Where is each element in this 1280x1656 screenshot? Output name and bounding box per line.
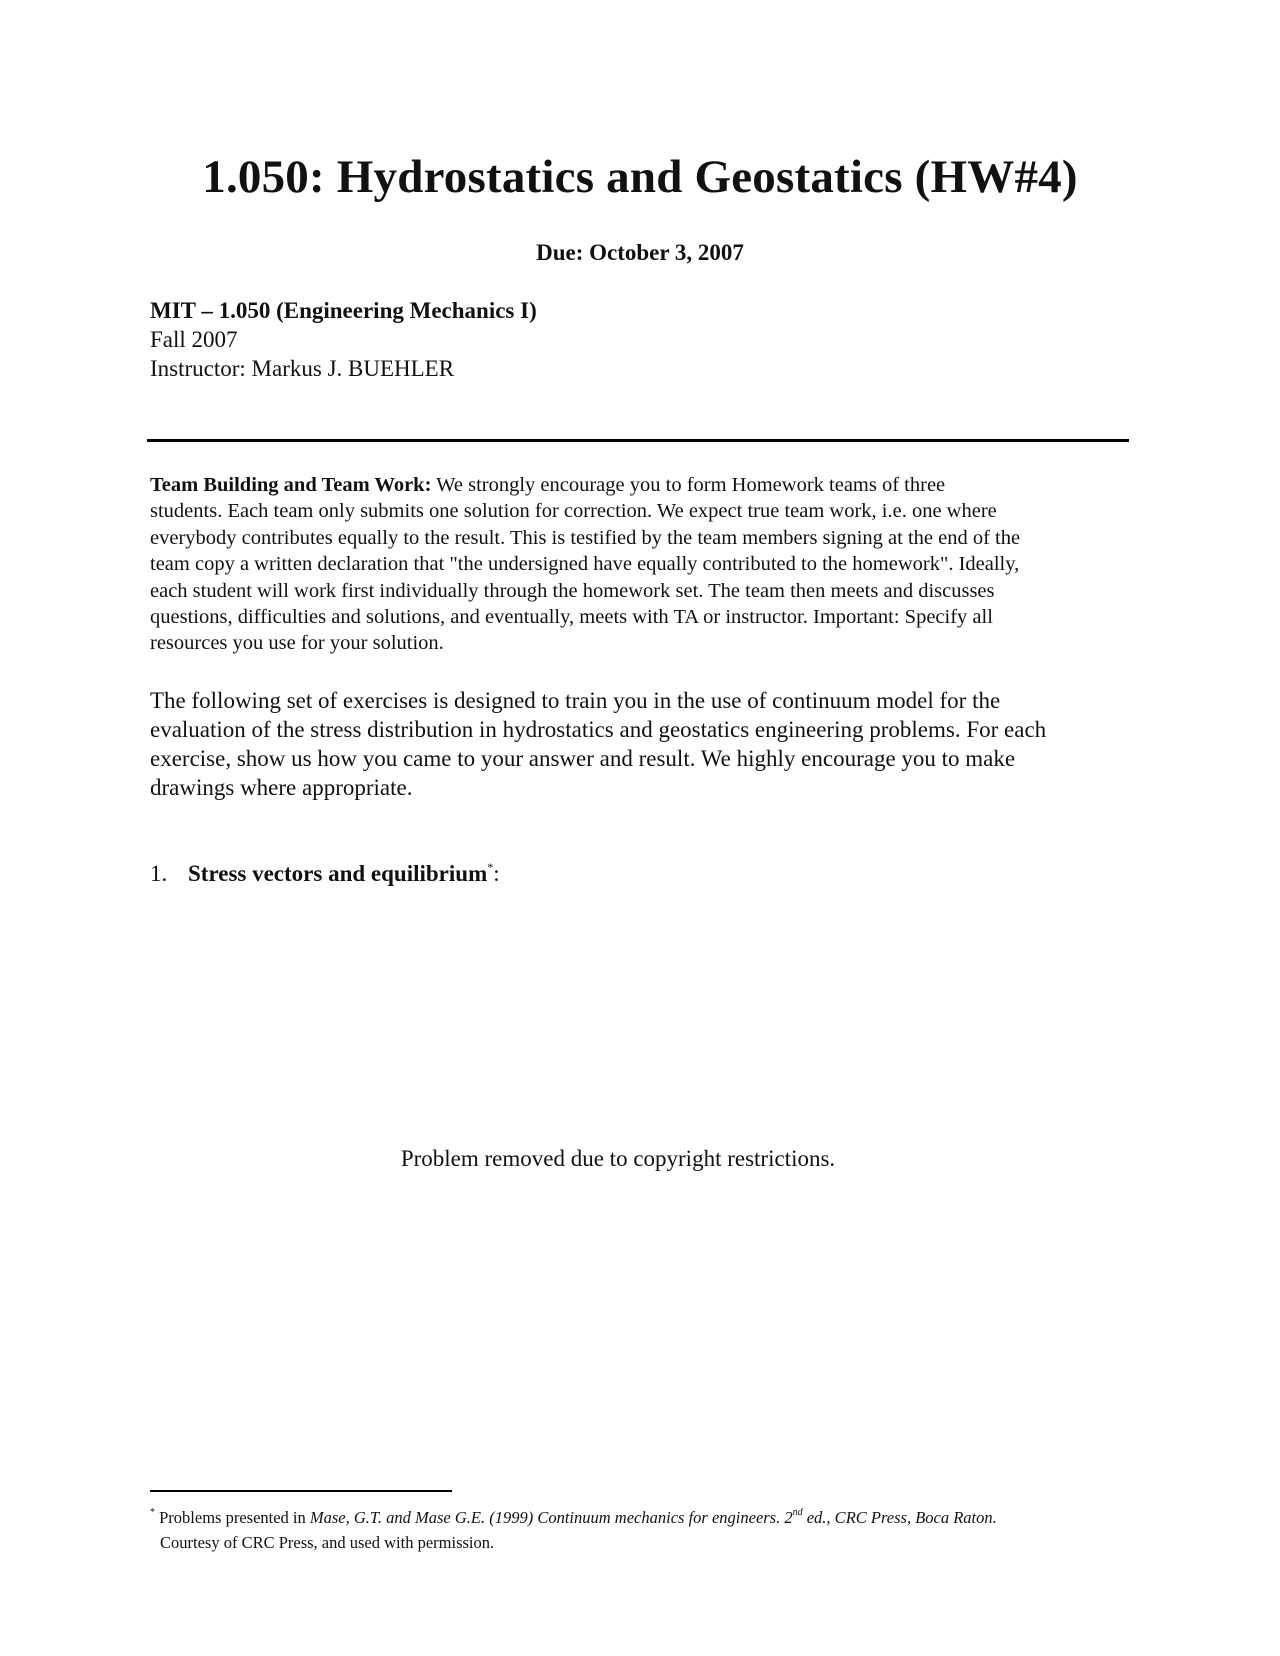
footnote-mark: *	[150, 1507, 155, 1518]
course-term: Fall 2007	[150, 327, 238, 352]
course-instructor: Instructor: Markus J. BUEHLER	[150, 356, 455, 381]
due-date: Due: October 3, 2007	[536, 240, 744, 265]
team-line-5: each student will work first individually through the homework set. The team then meets and discusses	[150, 579, 995, 602]
team-line-2: students. Each team only submits one solution for correction. We expect true team work, i.e. one where	[150, 500, 997, 523]
course-info	[150, 296, 537, 383]
footnote-citation: Mase, G.T. and Mase G.E. (1999) Continuum mechanics for engineers. 2	[309, 1508, 793, 1527]
problem-heading	[150, 860, 500, 887]
team-line-6: questions, difficulties and solutions, and eventually, meets with TA or instructor. Important: Specify all	[150, 606, 993, 629]
problem-title: Stress vectors and equilibrium	[188, 861, 488, 886]
footnote	[150, 1500, 1135, 1555]
intro-line-1: The following set of exercises is designed to train you in the use of continuum model for the	[150, 688, 1001, 713]
footnote-line-2: Courtesy of CRC Press, and used with permission.	[160, 1533, 495, 1552]
problem-colon: :	[493, 861, 500, 886]
footnote-prefix: Problems presented in	[155, 1508, 310, 1527]
intro-paragraph	[150, 686, 1135, 802]
footnote-line-1	[150, 1500, 1135, 1530]
team-work-paragraph	[150, 472, 1135, 657]
footnote-divider	[150, 1490, 452, 1492]
intro-line-2: evaluation of the stress distribution in hydrostatics and geostatics engineering problems. For each	[150, 717, 1047, 742]
team-lead: Team Building and Team Work:	[150, 474, 432, 496]
team-line-1	[150, 472, 1135, 498]
team-line-4: team copy a written declaration that "the undersigned have equally contributed to the homework". Ideally,	[150, 553, 1020, 576]
problem-footnote-mark: *	[487, 860, 494, 874]
intro-line-3: exercise, show us how you came to your answer and result. We highly encourage you to make	[150, 746, 1016, 771]
team-line-3: everybody contributes equally to the result. This is testified by the team members signing at the end of the	[150, 526, 1021, 549]
section-divider	[147, 439, 1129, 442]
intro-line-4: drawings where appropriate.	[150, 775, 413, 800]
footnote-sup: nd	[792, 1507, 803, 1518]
footnote-citation-end: ed., CRC Press, Boca Raton.	[802, 1508, 997, 1527]
page-title: 1.050: Hydrostatics and Geostatics (HW#4)	[202, 151, 1078, 203]
team-line-7: resources you use for your solution.	[150, 632, 444, 655]
problem-number: 1.	[150, 861, 168, 886]
team-line-1-text: We strongly encourage you to form Homework teams of three	[431, 474, 946, 496]
removed-notice: Problem removed due to copyright restrictions.	[400, 1146, 836, 1171]
course-name: MIT – 1.050 (Engineering Mechanics I)	[150, 298, 537, 323]
